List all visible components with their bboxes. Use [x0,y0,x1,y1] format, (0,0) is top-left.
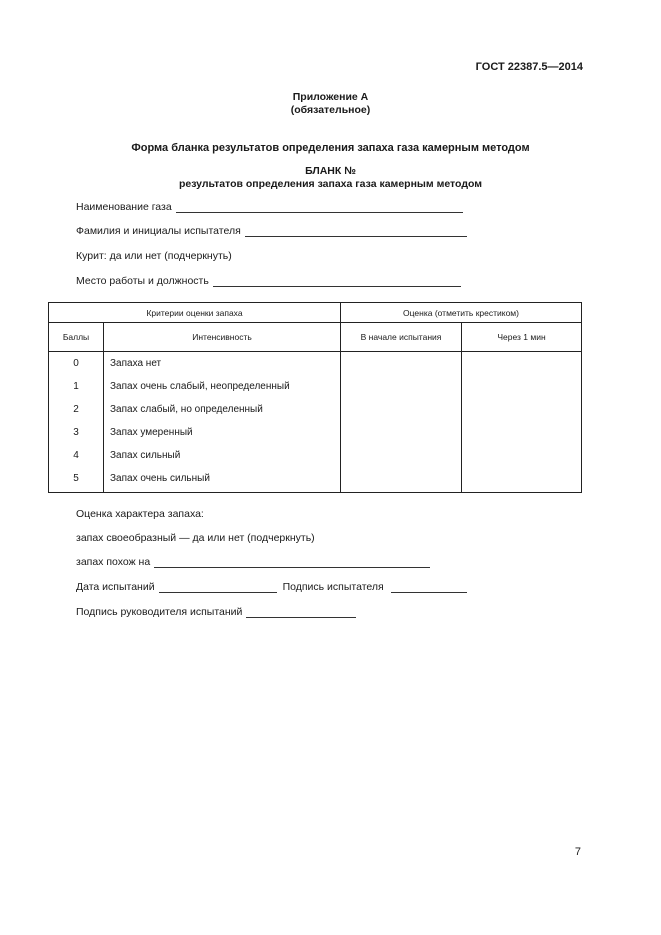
workplace-label: Место работы и должность [76,275,209,287]
intensity-column-header: Интенсивность [104,323,341,352]
points-value: 3 [73,427,79,438]
test-date-blank[interactable] [159,581,277,593]
intensity-value: Запах слабый, но определенный [110,404,263,415]
intensity-value: Запах очень слабый, неопределенный [110,381,290,392]
points-column-header: Баллы [49,323,104,352]
points-column [49,352,104,493]
intensity-value: Запах умеренный [110,427,193,438]
appendix-title: Приложение А [292,91,369,103]
blank-title: БЛАНК № [305,165,356,177]
date-signature-line [76,581,467,593]
points-value: 0 [73,358,79,369]
character-label: Оценка характера запаха: [76,508,204,520]
intensity-column [104,352,341,493]
character-line [76,508,204,520]
intensity-value: Запаха нет [110,358,162,369]
gas-name-label: Наименование газа [76,201,172,213]
smokes-line [76,250,232,262]
blank-subtitle: результатов определения запаха газа камерным методом [178,178,483,190]
gas-name-line [76,201,463,213]
points-value: 2 [73,404,79,415]
tester-name-blank[interactable] [245,225,467,237]
tester-name-label: Фамилия и инициалы испытателя [76,225,241,237]
odor-criteria-table [48,302,582,493]
appendix-type: (обязательное) [290,104,371,116]
standard-number: ГОСТ 22387.5—2014 [475,61,583,73]
points-value: 1 [73,381,79,392]
peculiar-line [76,532,315,544]
similar-label: запах похож на [76,556,151,568]
similar-line [76,556,430,568]
after-assessment-cell[interactable] [462,352,582,493]
criteria-header: Критерии оценки запаха [49,303,341,323]
after-column-header: Через 1 мин [462,323,582,352]
tester-signature-label: Подпись испытателя [282,581,384,593]
assessment-header: Оценка (отметить крестиком) [341,303,582,323]
smokes-label: Курит: да или нет (подчеркнуть) [76,250,232,262]
test-date-label: Дата испытаний [76,581,155,593]
peculiar-label: запах своеобразный — да или нет (подчеркнуть) [76,532,315,544]
head-signature-line [76,606,356,618]
workplace-blank[interactable] [213,275,461,287]
similar-blank[interactable] [154,556,430,568]
points-value: 4 [73,450,79,461]
points-value: 5 [73,473,79,484]
gas-name-blank[interactable] [176,201,463,213]
page-number: 7 [574,846,581,858]
tester-name-line [76,225,467,237]
tester-signature-blank[interactable] [391,581,467,593]
start-column-header: В начале испытания [341,323,462,352]
intensity-value: Запах очень сильный [110,473,210,484]
head-signature-blank[interactable] [246,606,356,618]
workplace-line [76,275,461,287]
intensity-value: Запах сильный [110,450,181,461]
start-assessment-cell[interactable] [341,352,462,493]
form-title: Форма бланка результатов определения запаха газа камерным методом [131,142,530,154]
head-signature-label: Подпись руководителя испытаний [76,606,243,618]
